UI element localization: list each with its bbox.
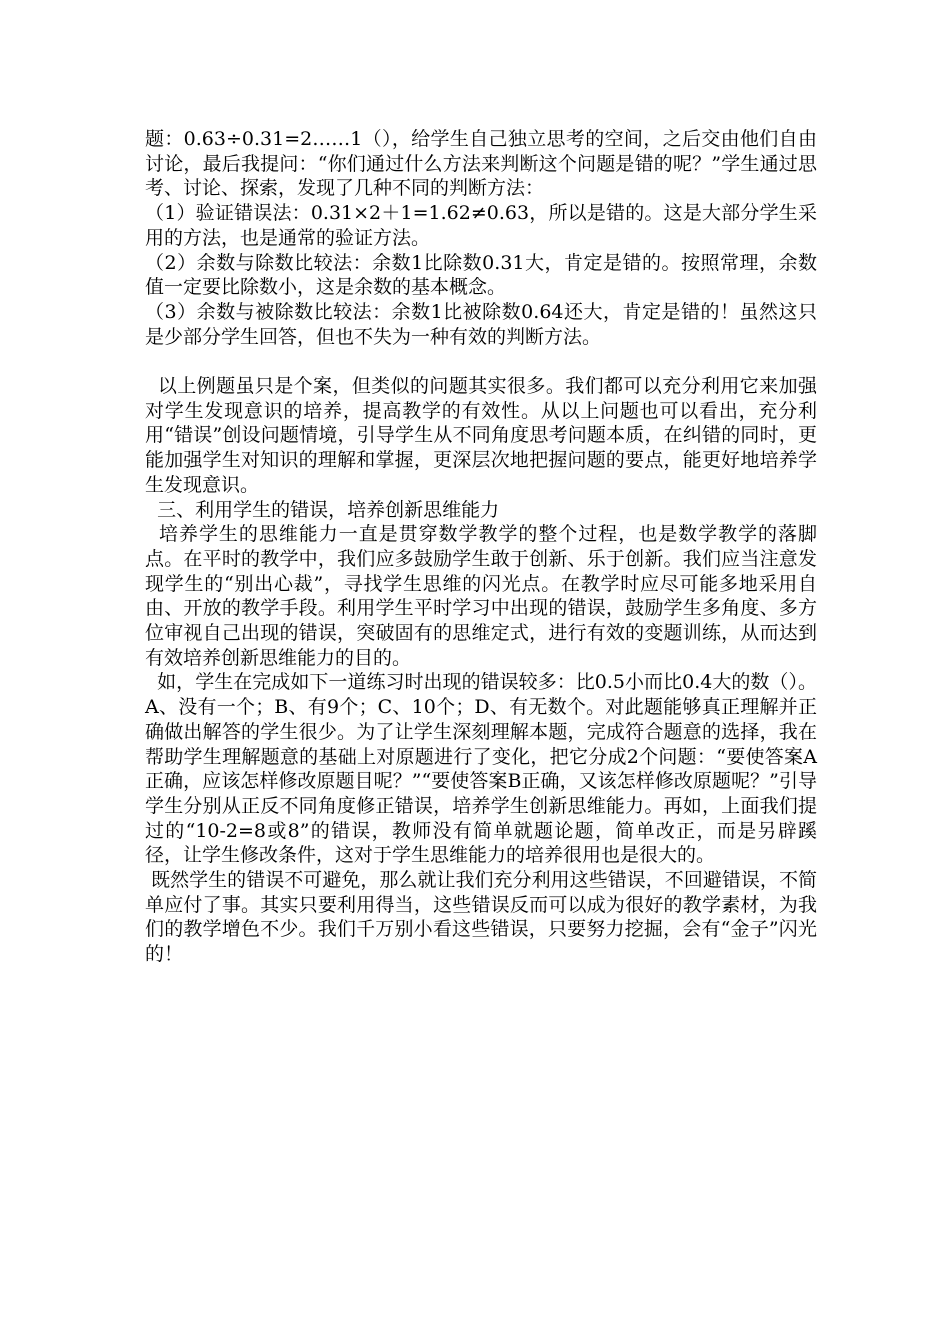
paragraph-summary: 以上例题虽只是个案，但类似的问题其实很多。我们都可以充分利用它来加强对学生发现意识的培养，提高教学的有效性。从以上问题也可以看出，充分利用“错误”创设问题情境，引导学生从不同角度思考问题本质，在纠错的同时，更能加强学生对知识的理解和掌握，更深层次地把握问题的要点，能更好地培养学生发现意识。 [145, 375, 817, 496]
section-heading-three: 三、利用学生的错误，培养创新思维能力 [145, 498, 500, 521]
document-body [145, 127, 817, 967]
paragraph-method-3: （3）余数与被除数比较法：余数1比被除数0.64还大，肯定是错的！虽然这只是少部分学生回答，但也不失为一种有效的判断方法。 [145, 300, 817, 348]
paragraph-thinking-ability: 培养学生的思维能力一直是贯穿数学教学的整个过程，也是数学教学的落脚点。在平时的教学中，我们应多鼓励学生敢于创新、乐于创新。我们应当注意发现学生的“别出心裁”，寻找学生思维的闪光点。在教学时应尽可能多地采用自由、开放的教学手段。利用学生平时学习中出现的错误，鼓励学生多角度、多方位审视自己出现的错误，突破固有的思维定式，进行有效的变题训练，从而达到有效培养创新思维能力的目的。 [145, 523, 817, 669]
paragraph-problem-intro: 题：0.63÷0.31=2……1（），给学生自己独立思考的空间，之后交由他们自由讨论，最后我提问：“你们通过什么方法来判断这个问题是错的呢？”学生通过思考、讨论、探索，发现了几种不同的判断方法： [145, 128, 817, 200]
paragraph-spacer [145, 349, 817, 374]
paragraph-conclusion: 既然学生的错误不可避免，那么就让我们充分利用这些错误，不回避错误，不简单应付了事。其实只要利用得当，这些错误反而可以成为很好的教学素材，为我们的教学增色不少。我们千万别小看这些错误，只要努力挖掘，会有“金子”闪光的！ [145, 869, 817, 966]
paragraph-example: 如，学生在完成如下一道练习时出现的错误较多：比0.5小而比0.4大的数（）。A、没有一个；B、有9个；C、10个；D、有无数个。对此题能够真正理解并正确做出解答的学生很少。为了让学生深刻理解本题，完成符合题意的选择，我在帮助学生理解题意的基础上对原题进行了变化，把它分成2个问题：“要使答案A正确，应该怎样修改原题目呢？”“要使答案B正确，又该怎样修改原题呢？”引导学生分别从正反不同角度修正错误，培养学生创新思维能力。再如，上面我们提过的“10-2=8或8”的错误，教师没有简单就题论题，简单改正，而是另辟蹊径，让学生修改条件，这对于学生思维能力的培养很用也是很大的。 [145, 671, 817, 867]
paragraph-method-1: （1）验证错误法：0.31×2＋1=1.62≠0.63，所以是错的。这是大部分学生采用的方法，也是通常的验证方法。 [145, 202, 817, 249]
paragraph-method-2: （2）余数与除数比较法：余数1比除数0.31大，肯定是错的。按照常理，余数值一定要比除数小，这是余数的基本概念。 [145, 251, 817, 299]
